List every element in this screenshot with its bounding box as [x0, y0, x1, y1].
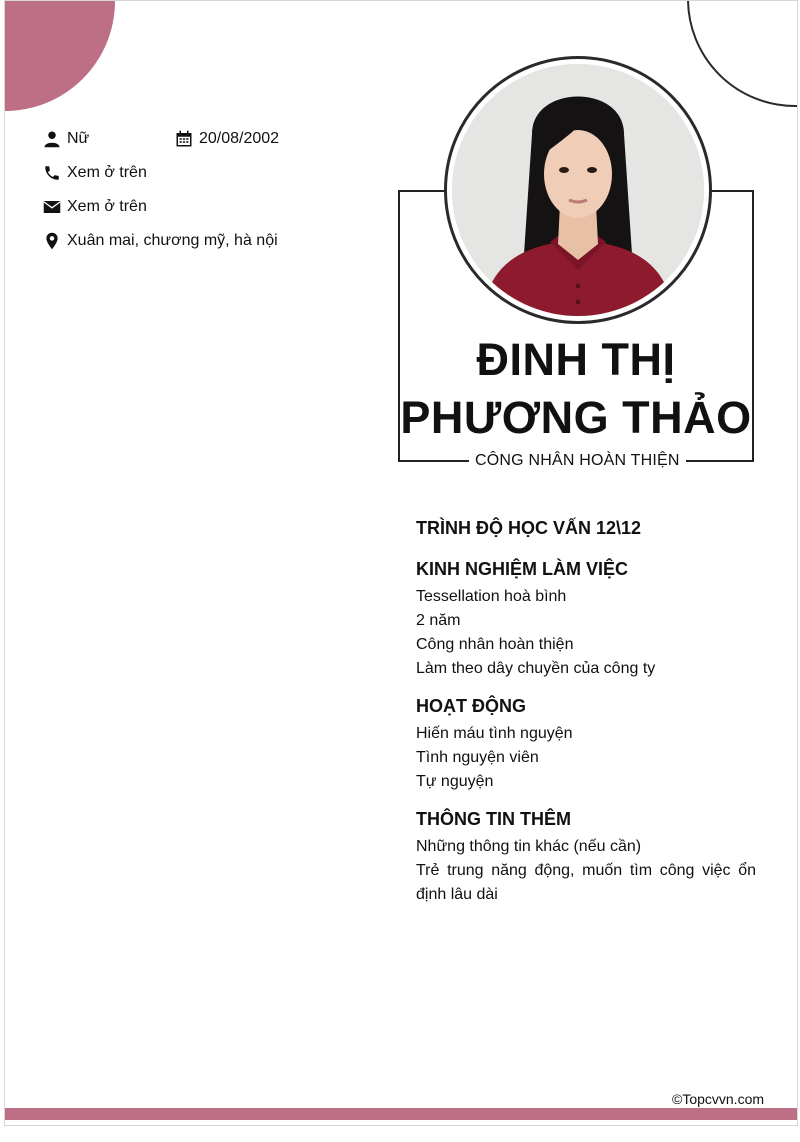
bottom-accent-bar — [5, 1108, 797, 1120]
job-title: CÔNG NHÂN HOÀN THIỆN — [469, 452, 686, 470]
profile-photo — [452, 64, 704, 316]
experience-line: 2 năm — [416, 612, 461, 629]
experience-heading: KINH NGHIỆM LÀM VIỆC — [416, 559, 629, 579]
experience-line: Công nhân hoàn thiện — [416, 636, 574, 653]
birthdate-value: 20/08/2002 — [199, 130, 280, 147]
additional-heading: THÔNG TIN THÊM — [416, 809, 571, 829]
phone-icon — [43, 164, 61, 182]
additional-line: Trẻ trung năng động, muốn tìm công việc ổn định lâu dài — [416, 862, 756, 903]
contact-gender — [43, 130, 89, 148]
calendar-icon — [175, 130, 193, 148]
activity-line: Tự nguyện — [416, 773, 494, 790]
user-icon — [43, 130, 61, 148]
experience-line: Tessellation hoà bình — [416, 588, 567, 605]
phone-value: Xem ở trên — [67, 164, 147, 181]
education-heading: TRÌNH ĐỘ HỌC VẤN 12\12 — [416, 518, 642, 538]
activities-lines — [416, 722, 756, 794]
envelope-icon — [43, 198, 61, 216]
contact-email — [43, 198, 147, 216]
email-value: Xem ở trên — [67, 198, 147, 215]
experience-line: Làm theo dây chuyền của công ty — [416, 660, 656, 677]
copyright: ©Topcvvn.com — [672, 1091, 765, 1107]
additional-line: Những thông tin khác (nếu cần) — [416, 838, 642, 855]
name-line-2: PHƯƠNG THẢO — [400, 392, 752, 443]
contact-address — [43, 232, 278, 250]
decorative-pink-circle — [4, 0, 115, 111]
address-value: Xuân mai, chương mỹ, hà nội — [67, 232, 278, 249]
gender-value: Nữ — [67, 130, 90, 147]
contact-birthdate — [175, 130, 279, 148]
portrait-illustration — [452, 64, 704, 316]
full-name — [398, 331, 754, 447]
contact-phone — [43, 164, 147, 182]
experience-lines — [416, 585, 756, 681]
activity-line: Hiến máu tình nguyện — [416, 725, 573, 742]
location-pin-icon — [43, 232, 61, 250]
cv-page — [4, 0, 798, 1126]
additional-lines — [416, 835, 756, 907]
activity-line: Tình nguyện viên — [416, 749, 539, 766]
decorative-ring — [687, 0, 798, 107]
activities-heading: HOẠT ĐỘNG — [416, 696, 526, 716]
name-line-1: ĐINH THỊ — [476, 334, 676, 385]
